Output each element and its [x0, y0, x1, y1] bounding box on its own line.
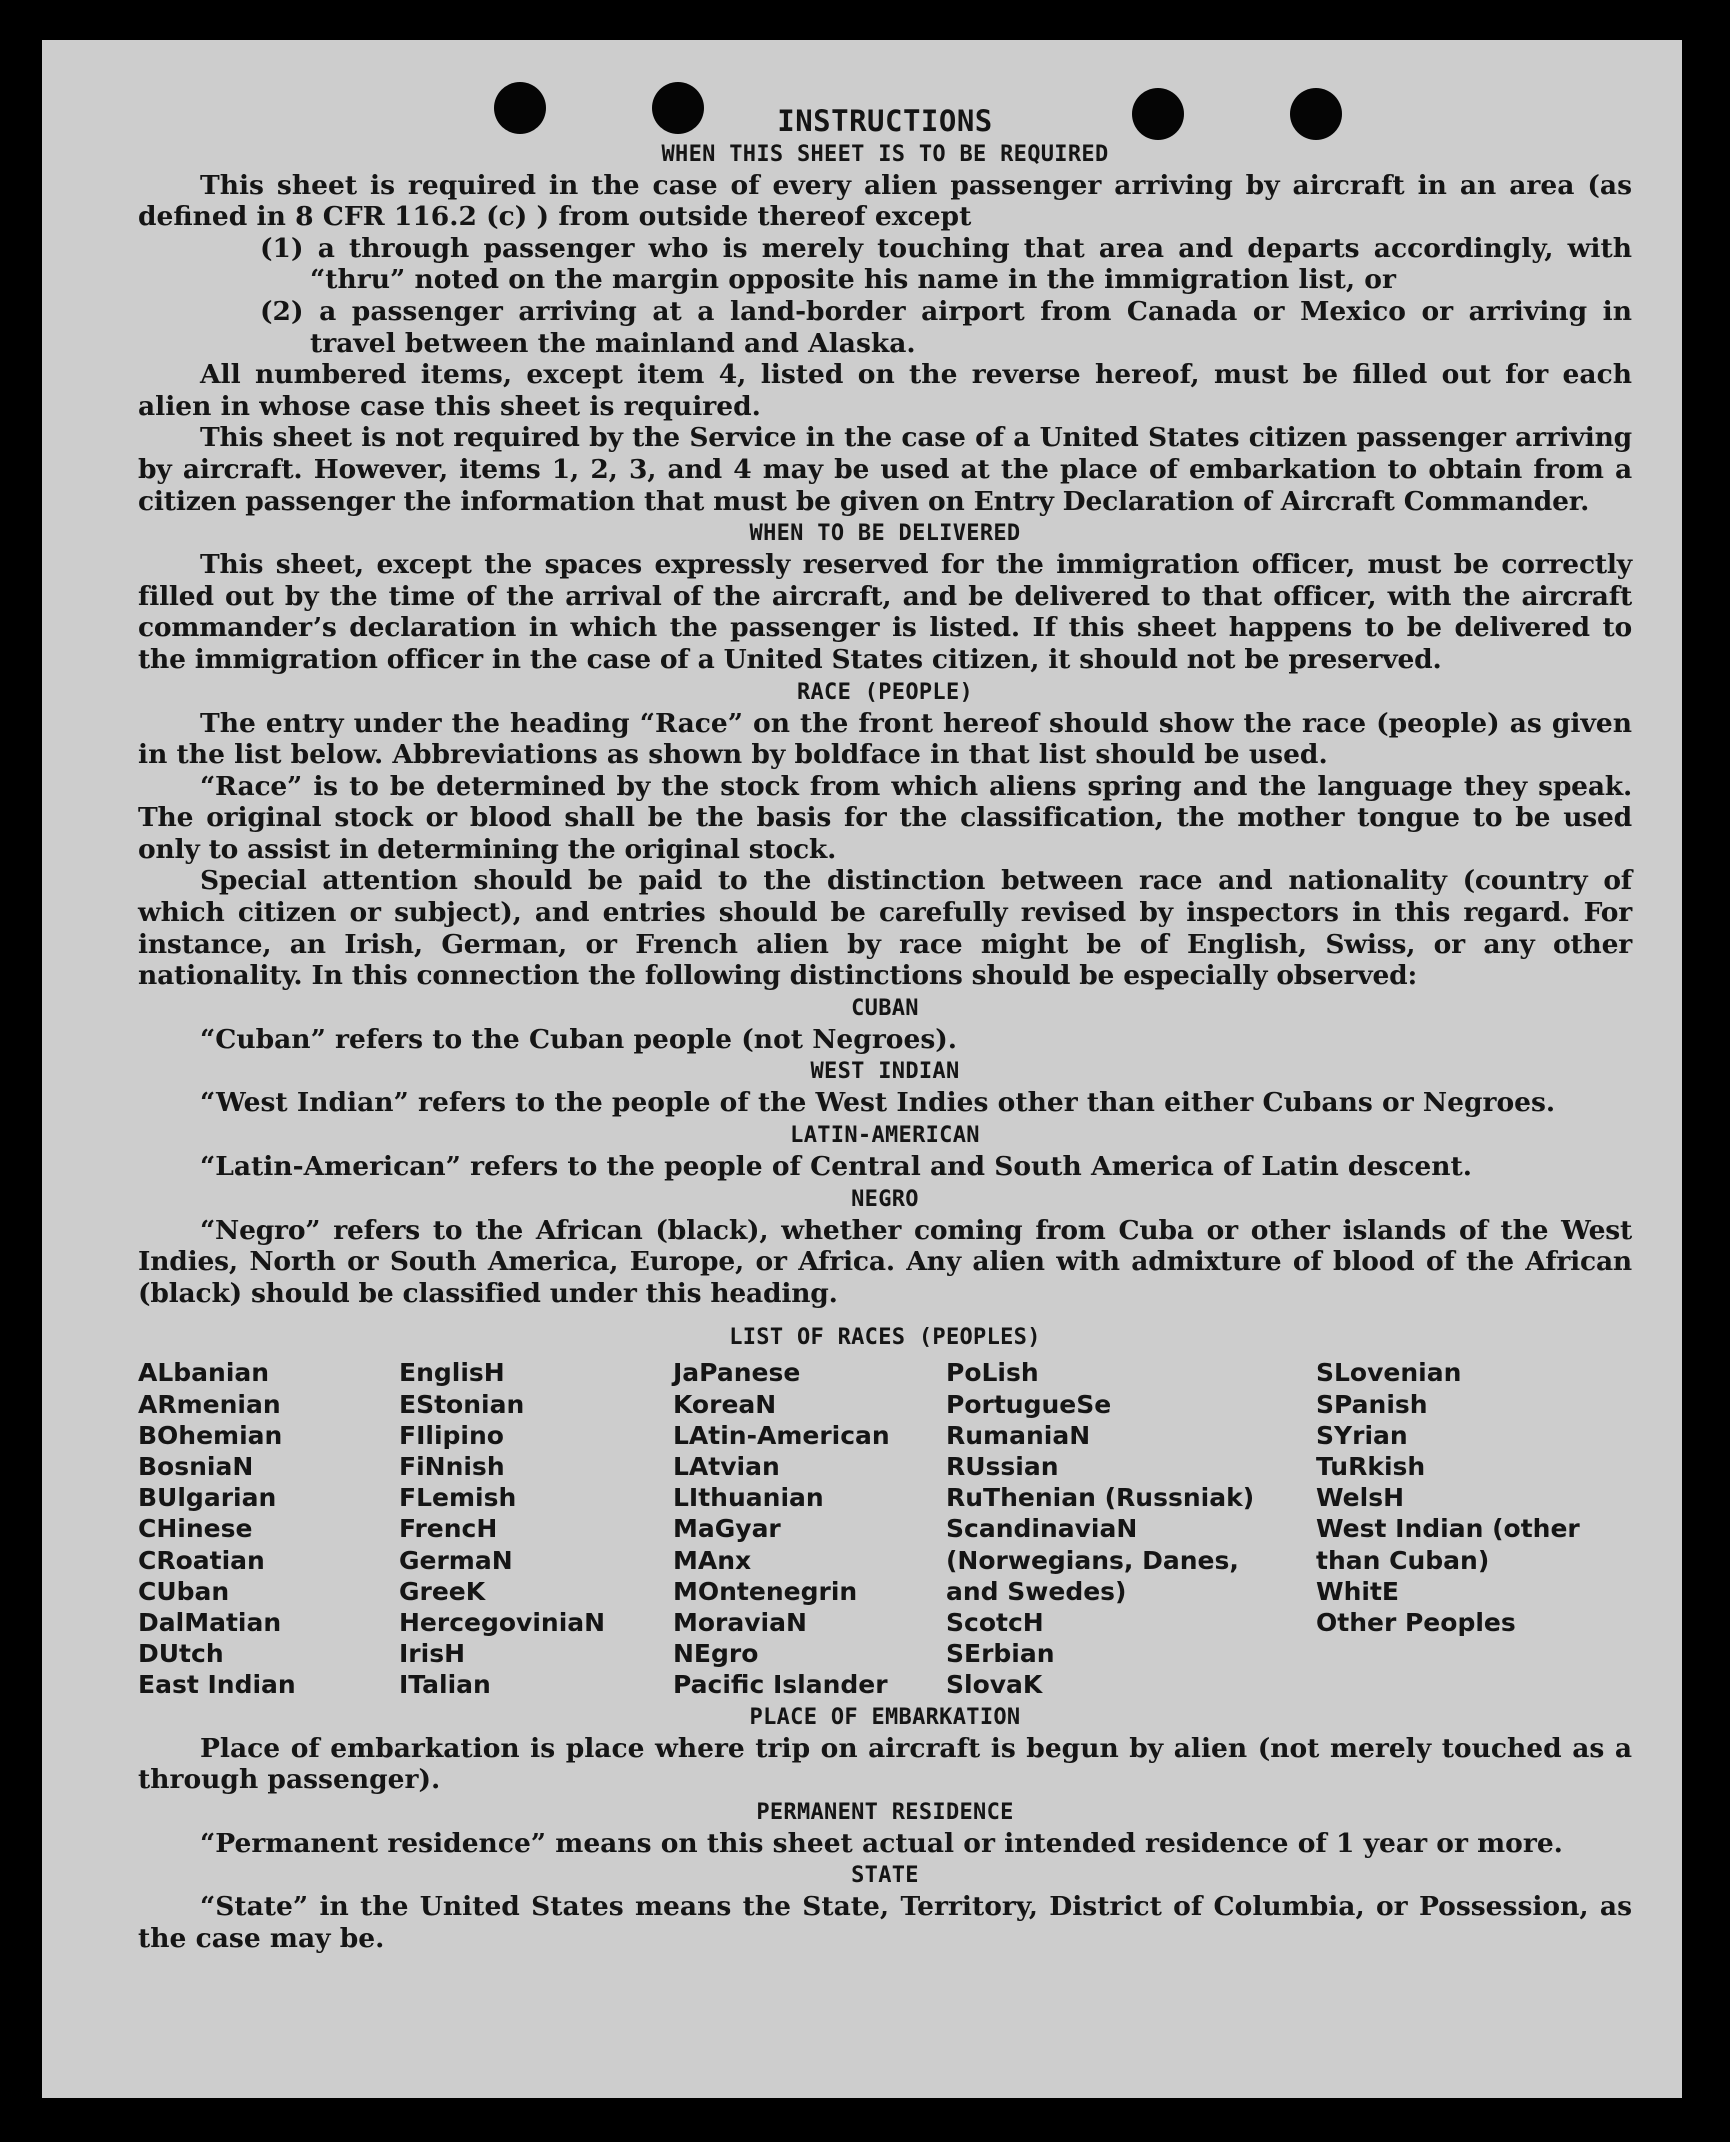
race-item: DUtch: [138, 1639, 224, 1669]
section-heading: PLACE OF EMBARKATION: [749, 1704, 1021, 1730]
race-item: PortugueSe: [946, 1389, 1112, 1419]
race-column: [1316, 1357, 1616, 1700]
race-item: WhitE: [1316, 1576, 1399, 1606]
race-item: ITalian: [399, 1670, 491, 1700]
race-item: JaPanese: [673, 1358, 801, 1388]
race-item: FrencH: [399, 1514, 498, 1544]
race-item: RuThenian (Russniak): [946, 1483, 1255, 1513]
race-item: LAtvian: [673, 1452, 780, 1482]
race-item: CUban: [138, 1576, 230, 1606]
section-heading: LIST OF RACES (PEOPLES): [729, 1325, 1041, 1351]
section-heading: LATIN-AMERICAN: [790, 1123, 980, 1149]
race-item: BosniaN: [138, 1452, 254, 1482]
paragraph: “Cuban” refers to the Cuban people (not Negroes).: [200, 1023, 957, 1055]
race-item: MaGyar: [673, 1514, 781, 1544]
race-item: FiNnish: [399, 1452, 505, 1482]
paragraph: This sheet, except the spaces expressly reserved for the immigration officer, must be correctly filled out by the time of the arrival of the aircraft, and be delivered to that officer, with the aircraft commander’s declaration in which the passenger is listed. If this sheet happens to be delivered to the immigration officer in the case of a United States citizen, it should not be preserved.: [138, 549, 1632, 675]
page-title: INSTRUCTIONS: [777, 104, 993, 138]
race-column: [399, 1357, 673, 1700]
race-item: WelsH: [1316, 1483, 1405, 1513]
section-heading: PERMANENT RESIDENCE: [756, 1799, 1014, 1825]
paragraph: “Race” is to be determined by the stock from which aliens spring and the language they speak. The original stock or blood shall be the basis for the classification, the mother tongue to be used only to assist in determining the original stock.: [138, 770, 1632, 865]
race-item: Other Peoples: [1316, 1608, 1516, 1638]
race-item: BOhemian: [138, 1420, 283, 1450]
paragraph: “Negro” refers to the African (black), whether coming from Cuba or other islands of the West Indies, North or South America, Europe, or Africa. Any alien with admixture of blood of the African (black) should be classified under this heading.: [138, 1214, 1632, 1309]
race-column: [138, 1357, 399, 1700]
race-item: CHinese: [138, 1514, 253, 1544]
race-item: East Indian: [138, 1670, 296, 1700]
section-heading: CUBAN: [851, 995, 919, 1021]
document-page: [42, 40, 1682, 2098]
race-item: EnglisH: [399, 1358, 505, 1388]
paragraph: This sheet is not required by the Service in the case of a United States citizen passenger arriving by aircraft. However, items 1, 2, 3, and 4 may be used at the place of embarkation to obtain from a citizen passenger the information that must be given on Entry Declaration of Aircraft Commander.: [138, 422, 1632, 517]
race-item: ScotcH: [946, 1608, 1044, 1638]
section-heading: WHEN THIS SHEET IS TO BE REQUIRED: [661, 141, 1109, 167]
instructions-body: [138, 106, 1632, 1955]
race-item: SlovaK: [946, 1670, 1043, 1700]
race-item: BUlgarian: [138, 1483, 277, 1513]
paragraph: This sheet is required in the case of every alien passenger arriving by aircraft in an area (as defined in 8 CFR 116.2 (c) ) from outside thereof except: [138, 169, 1632, 233]
race-item: ALbanian: [138, 1358, 270, 1388]
race-column: [946, 1357, 1316, 1700]
list-item: (2) a passenger arriving at a land-border airport from Canada or Mexico or arriving in travel between the mainland and Alaska.: [260, 295, 1632, 359]
race-item: SPanish: [1316, 1389, 1428, 1419]
race-item: PoLish: [946, 1358, 1039, 1388]
paragraph: “Latin-American” refers to the people of Central and South America of Latin descent.: [200, 1151, 1472, 1183]
race-item: LIthuanian: [673, 1483, 824, 1513]
race-item: KoreaN: [673, 1389, 777, 1419]
race-item: SLovenian: [1316, 1358, 1462, 1388]
race-item: DalMatian: [138, 1608, 282, 1638]
race-item: MOntenegrin: [673, 1576, 858, 1606]
race-item: LAtin-American: [673, 1420, 890, 1450]
race-item: EStonian: [399, 1389, 525, 1419]
race-item: IrisH: [399, 1639, 466, 1669]
list-item: (1) a through passenger who is merely touching that area and departs accordingly, with “thru” noted on the margin opposite his name in the immigration list, or: [260, 232, 1632, 296]
paragraph: Place of embarkation is place where trip on aircraft is begun by alien (not merely touched as a through passenger).: [138, 1732, 1632, 1796]
section-heading: WHEN TO BE DELIVERED: [749, 521, 1021, 547]
race-item: CRoatian: [138, 1545, 265, 1575]
race-column: [673, 1357, 946, 1700]
race-item: SErbian: [946, 1639, 1055, 1669]
race-item: GermaN: [399, 1545, 513, 1575]
paragraph: “State” in the United States means the State, Territory, District of Columbia, or Possession, as the case may be.: [138, 1891, 1632, 1955]
race-item: TuRkish: [1316, 1452, 1426, 1482]
paragraph: The entry under the heading “Race” on the front hereof should show the race (people) as given in the list below. Abbreviations as shown by boldface in that list should be used.: [138, 707, 1632, 771]
race-item: RUssian: [946, 1452, 1059, 1482]
race-item: Pacific Islander: [673, 1670, 888, 1700]
section-heading: WEST INDIAN: [810, 1059, 960, 1085]
paragraph: All numbered items, except item 4, listed on the reverse hereof, must be filled out for each alien in whose case this sheet is required.: [138, 359, 1632, 422]
race-item: ScandinaviaN (Norwegians, Danes, and Swedes): [946, 1514, 1239, 1606]
section-heading: NEGRO: [851, 1186, 919, 1212]
race-item: West Indian (other than Cuban): [1316, 1514, 1580, 1575]
race-item: HercegoviniaN: [399, 1608, 606, 1638]
race-item: SYrian: [1316, 1420, 1408, 1450]
race-item: FLemish: [399, 1483, 517, 1513]
race-item: NEgro: [673, 1639, 759, 1669]
race-item: MoraviaN: [673, 1608, 807, 1638]
race-list: [138, 1357, 1632, 1700]
paragraph: Special attention should be paid to the distinction between race and nationality (country of which citizen or subject), and entries should be carefully revised by inspectors in this regard. For instance, an Irish, German, or French alien by race might be of English, Swiss, or any other nationality. In this connection the following distinctions should be especially observed:: [138, 865, 1632, 992]
race-item: RumaniaN: [946, 1420, 1091, 1450]
paragraph: “West Indian” refers to the people of the West Indies other than either Cubans or Negroes.: [200, 1087, 1556, 1119]
section-heading: STATE: [851, 1863, 919, 1889]
section-heading: RACE (PEOPLE): [796, 679, 974, 705]
paragraph: “Permanent residence” means on this sheet actual or intended residence of 1 year or more.: [200, 1827, 1563, 1859]
race-item: ARmenian: [138, 1389, 281, 1419]
race-item: FIlipino: [399, 1420, 504, 1450]
race-item: MAnx: [673, 1545, 752, 1575]
race-item: GreeK: [399, 1576, 486, 1606]
